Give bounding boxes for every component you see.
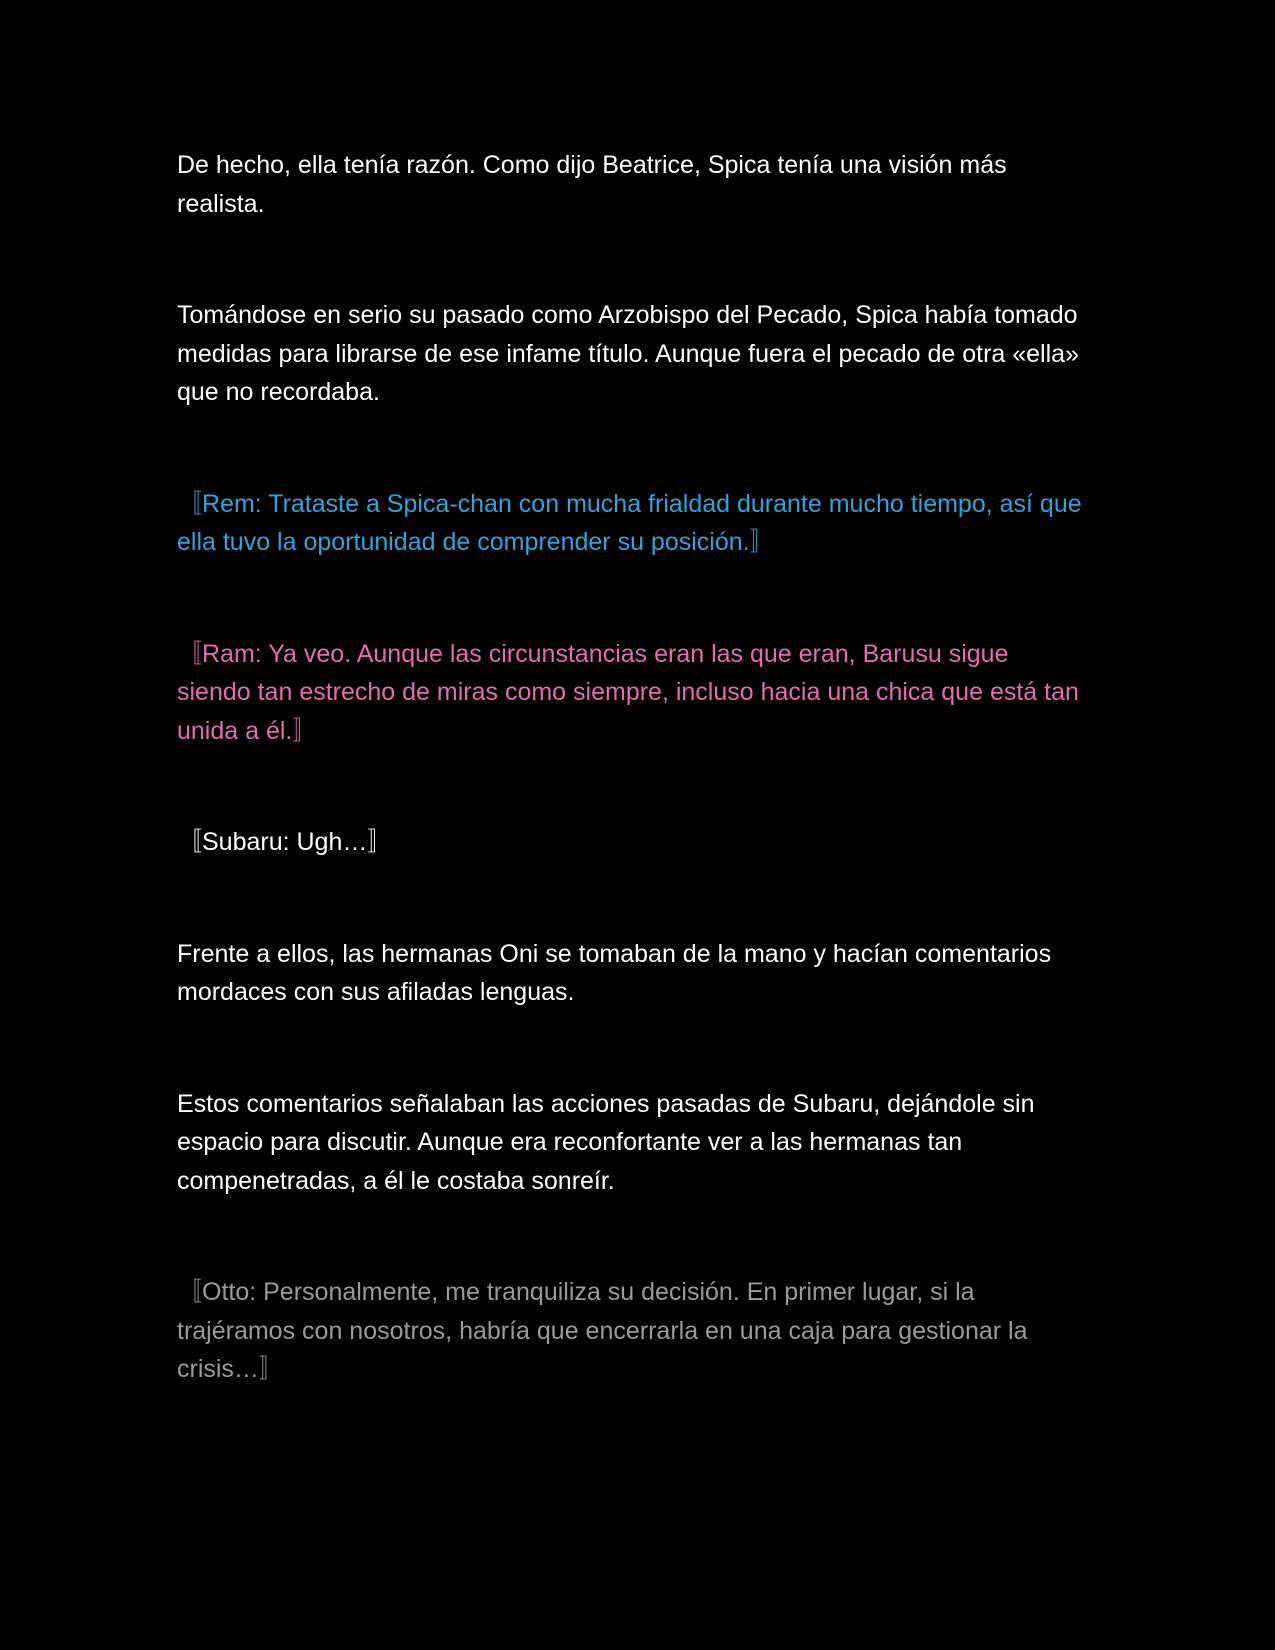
dialogue-rem: 〚Rem: Trataste a Spica-chan con mucha frialdad durante mucho tiempo, así que ella tuvo la oportunidad de comprender su posición.〛	[177, 489, 1082, 556]
paragraph-gap	[177, 223, 1087, 296]
narration-paragraph: Estos comentarios señalaban las acciones pasadas de Subaru, dejándole sin espacio para discutir. Aunque era reconfortante ver a las hermanas tan compenetradas, a él le costaba sonreír.	[177, 1089, 1035, 1195]
paragraph-gap	[177, 562, 1087, 635]
narration-paragraph: De hecho, ella tenía razón. Como dijo Beatrice, Spica tenía una visión más realista.	[177, 151, 1007, 218]
narration-paragraph: Frente a ellos, las hermanas Oni se tomaban de la mano y hacían comentarios mordaces con sus afiladas lenguas.	[177, 939, 1052, 1006]
paragraph-gap	[177, 1012, 1087, 1085]
paragraph-gap	[177, 862, 1087, 935]
paragraph-gap	[177, 412, 1087, 485]
document-page	[177, 146, 1087, 1389]
dialogue-otto: 〚Otto: Personalmente, me tranquiliza su decisión. En primer lugar, si la trajéramos con nosotros, habría que encerrarla en una caja para gestionar la crisis…〛	[177, 1278, 1028, 1383]
dialogue-subaru: 〚Subaru: Ugh…〛	[177, 828, 393, 856]
narration-paragraph: Tomándose en serio su pasado como Arzobispo del Pecado, Spica había tomado medidas para librarse de ese infame título. Aunque fuera el pecado de otra «ella» que no recordaba.	[177, 301, 1079, 406]
dialogue-ram: 〚Ram: Ya veo. Aunque las circunstancias eran las que eran, Barusu sigue siendo tan estrecho de miras como siempre, incluso hacia una chica que está tan unida a él.〛	[177, 639, 1079, 745]
paragraph-gap	[177, 750, 1087, 823]
paragraph-gap	[177, 1200, 1087, 1273]
